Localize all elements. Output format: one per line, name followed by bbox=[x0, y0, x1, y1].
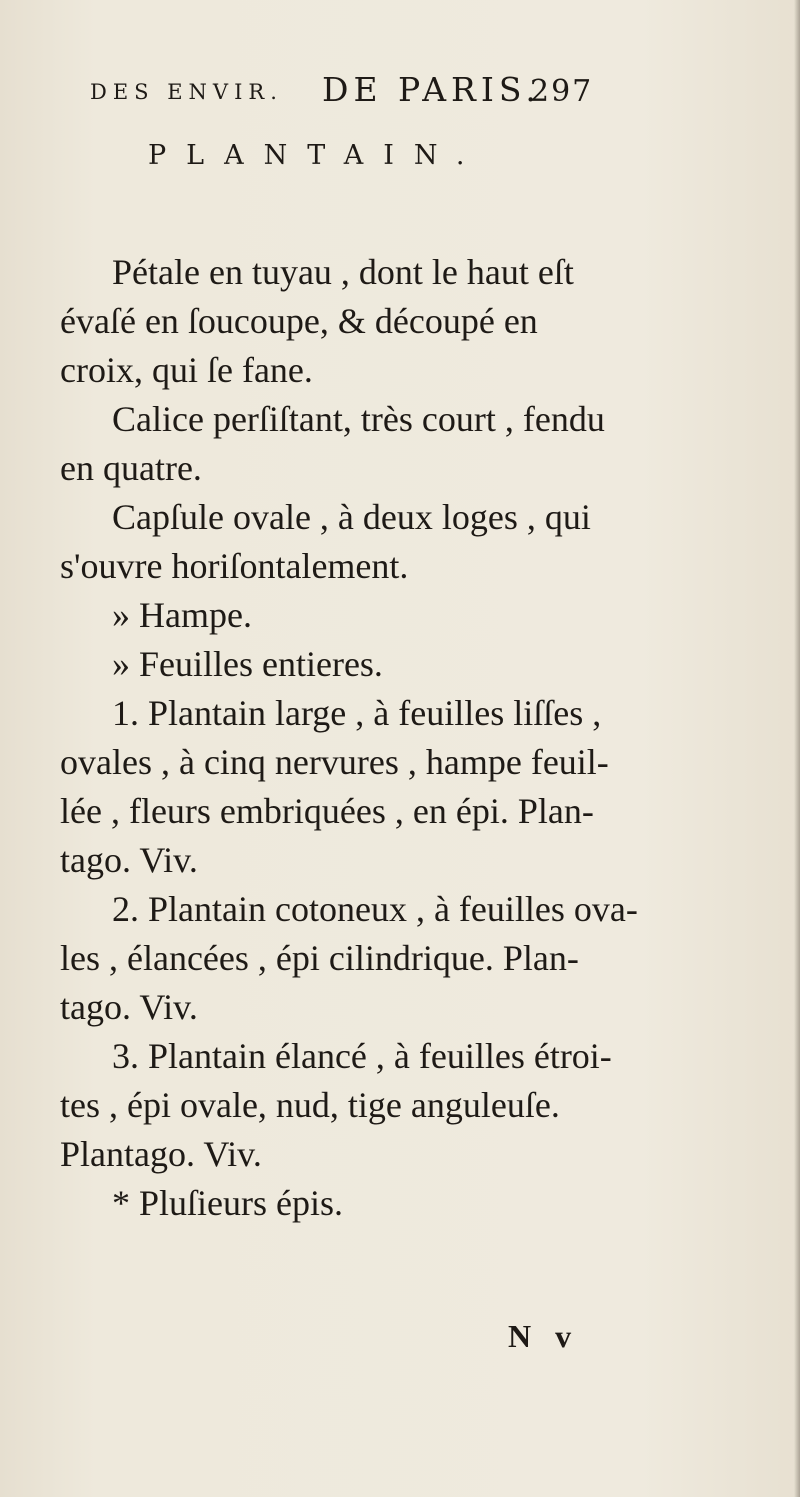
running-head-left: DES ENVIR. bbox=[90, 80, 283, 104]
text-line: évaſé en ſoucoupe, & découpé en bbox=[60, 301, 538, 341]
text-line: Calice perſiſtant, très court , fendu bbox=[112, 399, 605, 439]
text-line: les , élancées , épi cilindrique. Plan- bbox=[60, 938, 579, 978]
body-text bbox=[60, 248, 680, 1228]
text-line: 3. Plantain élancé , à feuilles étroi- bbox=[112, 1036, 612, 1076]
text-line: tago. Viv. bbox=[60, 840, 198, 880]
text-line: lée , fleurs embriquées , en épi. Plan- bbox=[60, 791, 594, 831]
running-head bbox=[90, 70, 650, 120]
text-line: croix, qui ſe fane. bbox=[60, 350, 313, 390]
page-edge-shadow bbox=[794, 0, 800, 1497]
text-line: 1. Plantain large , à feuilles liſſes , bbox=[112, 693, 602, 733]
text-line: tago. Viv. bbox=[60, 987, 198, 1027]
running-head-mid: DE PARIS. bbox=[322, 70, 541, 109]
page-number: 297 bbox=[530, 74, 594, 109]
text-line: Plantago. Viv. bbox=[60, 1134, 262, 1174]
text-line: 2. Plantain cotoneux , à feuilles ova- bbox=[112, 889, 638, 929]
section-title: PLANTAIN. bbox=[148, 140, 485, 171]
text-line: » Feuilles entieres. bbox=[112, 644, 383, 684]
text-line: * Pluſieurs épis. bbox=[112, 1183, 343, 1223]
catchword: N v bbox=[508, 1318, 580, 1354]
text-line: en quatre. bbox=[60, 448, 202, 488]
text-line: » Hampe. bbox=[112, 595, 252, 635]
text-line: Pétale en tuyau , dont le haut eſt bbox=[112, 252, 574, 292]
text-line: Capſule ovale , à deux loges , qui bbox=[112, 497, 591, 537]
text-line: tes , épi ovale, nud, tige anguleuſe. bbox=[60, 1085, 560, 1125]
text-line: ovales , à cinq nervures , hampe feuil- bbox=[60, 742, 609, 782]
text-line: s'ouvre horiſontalement. bbox=[60, 546, 409, 586]
